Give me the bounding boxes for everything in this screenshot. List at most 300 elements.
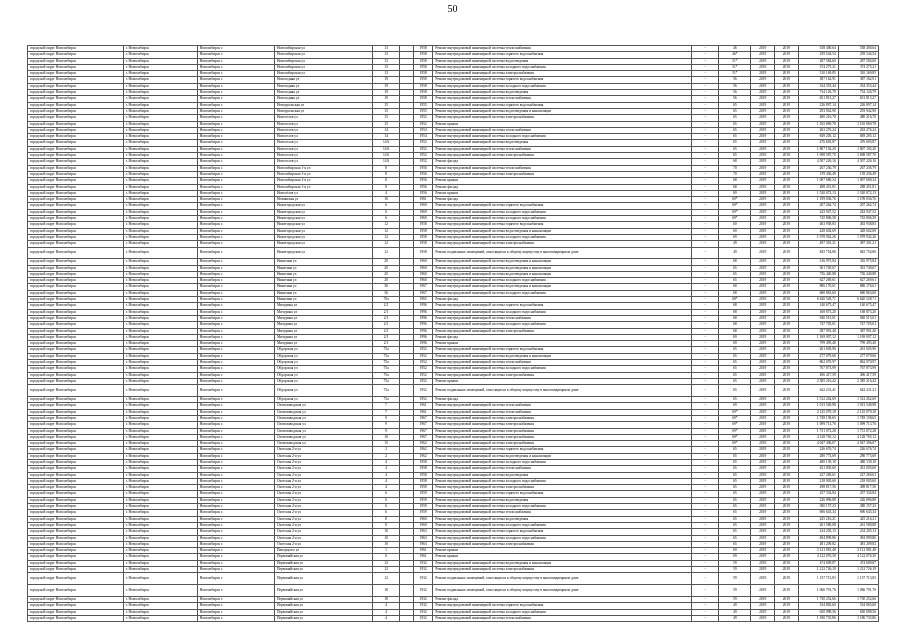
- cell-year_from: 2019: [751, 46, 775, 52]
- cell-dash: -: [691, 303, 719, 309]
- cell-work: Ремонт внутридомовой инженерной системы теплоснабжения: [433, 409, 691, 415]
- cell-region: Новосибирск г.: [197, 159, 274, 165]
- cell-dash: -: [691, 567, 719, 573]
- cell-year: 1960: [413, 265, 433, 271]
- cell-year_to: 2019: [775, 466, 799, 472]
- cell-year: 1969: [413, 203, 433, 209]
- cell-year: 1962: [413, 441, 433, 447]
- cell-house: 15: [372, 121, 400, 127]
- cell-dash: -: [691, 366, 719, 372]
- cell-year: 1960: [413, 278, 433, 284]
- cell-year_to: 2019: [775, 472, 799, 478]
- cell-house: 2/1: [372, 341, 400, 347]
- cell-city: г. Новосибирск: [123, 516, 197, 522]
- cell-city: г. Новосибирск: [123, 460, 197, 466]
- cell-cost: 261 580,08: [798, 522, 838, 528]
- cell-dash: -: [691, 259, 719, 265]
- cell-cost_total: 476 693,87: [838, 140, 878, 146]
- cell-year: 1958: [413, 466, 433, 472]
- cell-ed: 69: [719, 234, 751, 240]
- cell-work: Ремонт внутридомовой инженерной системы водоотведения: [433, 90, 691, 96]
- cell-cost_total: 234 205,13: [838, 529, 878, 535]
- cell-ed: 65: [719, 127, 751, 133]
- cell-house: 70а: [372, 297, 400, 303]
- cell-ed: 68: [719, 322, 751, 328]
- cell-house: 13: [372, 46, 400, 52]
- cell-year: 1958: [413, 247, 433, 259]
- cell-cost: 1 520 072,13: [798, 190, 838, 196]
- cell-cost_total: 218 905,60: [838, 478, 878, 484]
- cell-street: Охотская 2-я ул: [274, 497, 372, 503]
- cell-house: 12: [372, 241, 400, 247]
- cell-cost: 288 451,81: [798, 184, 838, 190]
- cell-municipality: городской округ Новосибирск: [28, 234, 124, 240]
- cell-house: 10: [372, 535, 400, 541]
- cell-work: Ремонт фасада: [433, 184, 691, 190]
- cell-region: Новосибирск г.: [197, 516, 274, 522]
- cell-house: 8: [372, 516, 400, 522]
- cell-street: Новосёлов ул: [274, 190, 372, 196]
- cell-work: Ремонт фасада: [433, 596, 691, 602]
- cell-region: Новосибирск г.: [197, 58, 274, 64]
- cell-house: 2/1: [372, 309, 400, 315]
- cell-municipality: городской округ Новосибирск: [28, 127, 124, 133]
- cell-house: 12: [372, 247, 400, 259]
- cell-year_to: 2019: [775, 378, 799, 384]
- cell-work: Ремонт внутридомовой инженерной системы горячего водоснабжения: [433, 603, 691, 609]
- cell-ed: 65: [719, 510, 751, 516]
- cell-year_to: 2019: [775, 516, 799, 522]
- cell-region: Новосибирск г.: [197, 197, 274, 203]
- cell-work: Ремонт внутридомовой инженерной системы водоотведения: [433, 516, 691, 522]
- cell-year_from: 2019: [751, 315, 775, 321]
- cell-municipality: городской округ Новосибирск: [28, 83, 124, 89]
- cell-cost_total: 886 176,61: [838, 284, 878, 290]
- cell-dash: -: [691, 353, 719, 359]
- cell-region: Новосибирск г.: [197, 83, 274, 89]
- cell-work: Ремонт внутридомовой инженерной системы электроснабжения: [433, 441, 691, 447]
- cell-street: Нижегородская ул: [274, 222, 372, 228]
- cell-cost: 4 128 765,12: [798, 434, 838, 440]
- cell-cost: 734 126,79: [798, 90, 838, 96]
- cell-cost: 849 205,12: [798, 134, 838, 140]
- cell-cost: 845 754,86: [798, 247, 838, 259]
- cell-house: 75а: [372, 353, 400, 359]
- cell-house: 18: [372, 585, 400, 597]
- cell-dash: -: [691, 615, 719, 621]
- cell-ed: 65: [719, 497, 751, 503]
- cell-city: г. Новосибирск: [123, 603, 197, 609]
- cell-street: Никитина ул: [274, 297, 372, 303]
- cell-region: Новосибирск г.: [197, 409, 274, 415]
- cell-cost_total: 267 236,79: [838, 165, 878, 171]
- cell-year_from: 2019: [751, 165, 775, 171]
- cell-cost: 387 162,91: [798, 77, 838, 83]
- cell-year: 1960: [413, 516, 433, 522]
- cell-cost: 451 005,60: [798, 466, 838, 472]
- cell-house: 75а: [372, 347, 400, 353]
- cell-year_from: 2019: [751, 497, 775, 503]
- cell-street: Первомайская ул: [274, 567, 372, 573]
- cell-street: Новосибирская ул: [274, 58, 372, 64]
- cell-street: Никитина ул: [274, 271, 372, 277]
- cell-dash: -: [691, 216, 719, 222]
- cell-cost_total: 1 807 192,20: [838, 146, 878, 152]
- cell-house: 4: [372, 478, 400, 484]
- cell-region: Новосибирск г.: [197, 485, 274, 491]
- cell-cost: 316 975,84: [798, 259, 838, 265]
- cell-year: 1952: [413, 115, 433, 121]
- cell-municipality: городской округ Новосибирск: [28, 184, 124, 190]
- cell-year: 1967: [413, 422, 433, 428]
- cell-work: Ремонт крыши: [433, 548, 691, 554]
- cell-city: г. Новосибирск: [123, 203, 197, 209]
- cell-municipality: городской округ Новосибирск: [28, 265, 124, 271]
- cell-year: 1956: [413, 184, 433, 190]
- cell-year: 1962: [413, 447, 433, 453]
- cell-cost: 226 676,74: [798, 447, 838, 453]
- cell-city: г. Новосибирск: [123, 171, 197, 177]
- cell-municipality: городской округ Новосибирск: [28, 596, 124, 602]
- cell-city: г. Новосибирск: [123, 441, 197, 447]
- cell-region: Новосибирск г.: [197, 309, 274, 315]
- page-number: 50: [447, 4, 458, 15]
- cell-street: Охотская 2-я ул: [274, 460, 372, 466]
- cell-city: г. Новосибирск: [123, 102, 197, 108]
- cell-work: Ремонт внутридомовой инженерной системы горячего водоснабжения: [433, 529, 691, 535]
- cell-cost_total: 1 157 713,83: [838, 573, 878, 585]
- cell-municipality: городской округ Новосибирск: [28, 52, 124, 58]
- cell-cost_total: 4 122 076,30: [838, 554, 878, 560]
- cell-municipality: городской округ Новосибирск: [28, 96, 124, 102]
- cell-region: Новосибирск г.: [197, 397, 274, 403]
- cell-municipality: городской округ Новосибирск: [28, 567, 124, 573]
- cell-year_to: 2019: [775, 271, 799, 277]
- cell-year_to: 2019: [775, 171, 799, 177]
- cell-region: Новосибирск г.: [197, 46, 274, 52]
- cell-year_to: 2019: [775, 441, 799, 447]
- cell-dash: -: [691, 284, 719, 290]
- cell-year: 1952: [413, 121, 433, 127]
- cell-cost: 1 698 587,70: [798, 153, 838, 159]
- cell-year: 1961: [413, 554, 433, 560]
- cell-cost: 234 205,13: [798, 529, 838, 535]
- cell-city: г. Новосибирск: [123, 347, 197, 353]
- cell-ed: 65: [719, 453, 751, 459]
- cell-work: Ремонт внутридомовой инженерной системы электроснабжения: [433, 71, 691, 77]
- cell-house: 2/1: [372, 328, 400, 334]
- cell-ed: 65: [719, 134, 751, 140]
- cell-year_from: 2019: [751, 222, 775, 228]
- cell-house: 15: [372, 441, 400, 447]
- cell-house: 8: [372, 522, 400, 528]
- cell-region: Новосибирск г.: [197, 278, 274, 284]
- cell-city: г. Новосибирск: [123, 478, 197, 484]
- cell-street: Охотская 2-я ул: [274, 541, 372, 547]
- cell-cost_total: 3 121 981,48: [838, 548, 878, 554]
- cell-year_to: 2019: [775, 341, 799, 347]
- cell-cost_total: 4 047 306,07: [838, 441, 878, 447]
- cell-house: 8: [372, 171, 400, 177]
- cell-dash: -: [691, 178, 719, 184]
- cell-dash: -: [691, 491, 719, 497]
- cell-city: г. Новосибирск: [123, 541, 197, 547]
- cell-city: г. Новосибирск: [123, 372, 197, 378]
- cell-cost: 1 066 791,76: [798, 585, 838, 597]
- cell-ed: 65: [719, 472, 751, 478]
- cell-ed: 69*: [719, 428, 751, 434]
- cell-year_to: 2019: [775, 234, 799, 240]
- cell-year_to: 2019: [775, 216, 799, 222]
- cell-region: Новосибирск г.: [197, 234, 274, 240]
- cell-work: Ремонт крыши: [433, 378, 691, 384]
- cell-municipality: городской округ Новосибирск: [28, 178, 124, 184]
- cell-year_to: 2019: [775, 453, 799, 459]
- cell-year_to: 2019: [775, 290, 799, 296]
- cell-street: Новоселов ул: [274, 146, 372, 152]
- cell-street: Новоселов ул: [274, 134, 372, 140]
- cell-year_from: 2019: [751, 197, 775, 203]
- cell-year: 1959: [413, 504, 433, 510]
- cell-city: г. Новосибирск: [123, 615, 197, 621]
- cell-dash: -: [691, 190, 719, 196]
- cell-city: г. Новосибирск: [123, 77, 197, 83]
- cell-year_to: 2019: [775, 460, 799, 466]
- cell-ed: 65: [719, 102, 751, 108]
- cell-cost_total: 380 157,23: [838, 504, 878, 510]
- cell-year_to: 2019: [775, 541, 799, 547]
- cell-ed: 65: [719, 504, 751, 510]
- cell-house: 6: [372, 504, 400, 510]
- cell-year_to: 2019: [775, 360, 799, 366]
- cell-year_to: 2019: [775, 415, 799, 421]
- cell-year: 1967: [413, 428, 433, 434]
- cell-cost_total: 2 125 079,18: [838, 409, 878, 415]
- cell-cost: 3 121 981,48: [798, 548, 838, 554]
- cell-region: Новосибирск г.: [197, 140, 274, 146]
- cell-year: 1996: [413, 322, 433, 328]
- cell-municipality: городской округ Новосибирск: [28, 115, 124, 121]
- cell-year_to: 2019: [775, 567, 799, 573]
- cell-year_from: 2019: [751, 153, 775, 159]
- cell-city: г. Новосибирск: [123, 466, 197, 472]
- cell-ed: 65: [719, 265, 751, 271]
- cell-dash: -: [691, 478, 719, 484]
- cell-dash: -: [691, 415, 719, 421]
- cell-municipality: городской округ Новосибирск: [28, 609, 124, 615]
- cell-house: 2: [372, 453, 400, 459]
- cell-cost: 498 817,56: [798, 485, 838, 491]
- cell-ed: 46*: [719, 52, 751, 58]
- cell-letter: [400, 615, 413, 621]
- cell-house: 18: [372, 596, 400, 602]
- cell-region: Новосибирск г.: [197, 341, 274, 347]
- cell-year: 1969: [413, 209, 433, 215]
- register-sheet: [27, 45, 879, 622]
- cell-cost: 227 269,61: [798, 472, 838, 478]
- cell-region: Новосибирск г.: [197, 115, 274, 121]
- cell-work: Ремонт внутридомовой инженерной системы теплоснабжения: [433, 615, 691, 621]
- cell-region: Новосибирск г.: [197, 328, 274, 334]
- cell-work: Ремонт подвальных помещений, относящихся к общему имуществу в многоквартирном доме: [433, 585, 691, 597]
- cell-year_from: 2019: [751, 403, 775, 409]
- cell-year: 1932: [413, 560, 433, 566]
- cell-municipality: городской округ Новосибирск: [28, 328, 124, 334]
- cell-dash: -: [691, 548, 719, 554]
- cell-dash: -: [691, 497, 719, 503]
- cell-cost: 287 584,60: [798, 58, 838, 64]
- cell-cost_total: 538 400,64: [838, 46, 878, 52]
- cell-dash: -: [691, 115, 719, 121]
- cell-work: Ремонт внутридомовой инженерной системы электроснабжения: [433, 328, 691, 334]
- cell-cost_total: 845 754,86: [838, 247, 878, 259]
- cell-work: Ремонт внутридомовой инженерной системы электроснабжения: [433, 422, 691, 428]
- cell-year_from: 2019: [751, 234, 775, 240]
- cell-house: 10: [372, 541, 400, 547]
- cell-street: Охотская 2-я ул: [274, 478, 372, 484]
- cell-city: г. Новосибирск: [123, 360, 197, 366]
- cell-street: Новосибирская ул: [274, 71, 372, 77]
- cell-ed: 68: [719, 284, 751, 290]
- cell-municipality: городской округ Новосибирск: [28, 134, 124, 140]
- cell-street: Оловозаводская ул: [274, 415, 372, 421]
- cell-year_to: 2019: [775, 134, 799, 140]
- cell-dash: -: [691, 271, 719, 277]
- cell-year: 1969: [413, 216, 433, 222]
- cell-year_from: 2019: [751, 96, 775, 102]
- cell-ed: 65: [719, 378, 751, 384]
- cell-region: Новосибирск г.: [197, 322, 274, 328]
- cell-work: Ремонт внутридомовой инженерной системы горячего водоснабжения: [433, 222, 691, 228]
- cell-work: Ремонт внутридомовой инженерной системы теплоснабжения: [433, 127, 691, 133]
- cell-cost: 380 157,23: [798, 504, 838, 510]
- cell-city: г. Новосибирск: [123, 472, 197, 478]
- cell-work: Ремонт внутридомовой инженерной системы горячего водоснабжения: [433, 491, 691, 497]
- cell-dash: -: [691, 278, 719, 284]
- cell-house: 14А: [372, 153, 400, 159]
- cell-year: 1959: [413, 510, 433, 516]
- cell-street: Мичурина ул: [274, 341, 372, 347]
- cell-year_to: 2019: [775, 102, 799, 108]
- cell-cost: 480 216,70: [798, 115, 838, 121]
- cell-municipality: городской округ Новосибирск: [28, 153, 124, 159]
- cell-year: 1932: [413, 585, 433, 597]
- cell-street: Охотская 2-я ул: [274, 466, 372, 472]
- cell-ed: 68: [719, 178, 751, 184]
- cell-dash: -: [691, 434, 719, 440]
- cell-ed: 59: [719, 573, 751, 585]
- cell-cost_total: 277 079,66: [838, 353, 878, 359]
- cell-year: 1952: [413, 146, 433, 152]
- cell-cost: 494 899,86: [798, 535, 838, 541]
- cell-city: г. Новосибирск: [123, 121, 197, 127]
- cell-cost: 280 773,69: [798, 453, 838, 459]
- cell-city: г. Новосибирск: [123, 108, 197, 114]
- cell-dash: -: [691, 64, 719, 70]
- cell-region: Новосибирск г.: [197, 510, 274, 516]
- cell-ed: 59: [719, 560, 751, 566]
- cell-year: 1958: [413, 241, 433, 247]
- cell-cost_total: 374 275,21: [838, 64, 878, 70]
- cell-year_to: 2019: [775, 247, 799, 259]
- cell-year_from: 2019: [751, 247, 775, 259]
- cell-year_to: 2019: [775, 397, 799, 403]
- cell-municipality: городской округ Новосибирск: [28, 216, 124, 222]
- cell-dash: -: [691, 504, 719, 510]
- cell-house: 14А: [372, 140, 400, 146]
- cell-year_from: 2019: [751, 541, 775, 547]
- cell-year: 1960: [413, 259, 433, 265]
- cell-cost: 680 863,60: [798, 290, 838, 296]
- cell-ed: 69: [719, 334, 751, 340]
- cell-year_from: 2019: [751, 303, 775, 309]
- cell-house: 12: [372, 228, 400, 234]
- cell-region: Новосибирск г.: [197, 265, 274, 271]
- cell-city: г. Новосибирск: [123, 609, 197, 615]
- cell-municipality: городской округ Новосибирск: [28, 548, 124, 554]
- cell-cost: 4 122 076,30: [798, 554, 838, 560]
- cell-region: Новосибирск г.: [197, 90, 274, 96]
- cell-house: 6: [372, 209, 400, 215]
- cell-ed: 49: [719, 609, 751, 615]
- cell-year_from: 2019: [751, 58, 775, 64]
- cell-dash: -: [691, 441, 719, 447]
- cell-house: 4: [372, 190, 400, 196]
- cell-region: Новосибирск г.: [197, 491, 274, 497]
- cell-year_to: 2019: [775, 77, 799, 83]
- cell-cost: 480 139,10: [798, 460, 838, 466]
- cell-dash: -: [691, 134, 719, 140]
- cell-city: г. Новосибирск: [123, 290, 197, 296]
- cell-year_to: 2019: [775, 548, 799, 554]
- cell-year_from: 2019: [751, 309, 775, 315]
- cell-cost: 1 013 549,98: [798, 403, 838, 409]
- cell-year_to: 2019: [775, 297, 799, 303]
- cell-cost: 650 098,56: [798, 609, 838, 615]
- cell-municipality: городской округ Новосибирск: [28, 271, 124, 277]
- cell-municipality: городской округ Новосибирск: [28, 334, 124, 340]
- cell-year_from: 2019: [751, 127, 775, 133]
- cell-year: 1967: [413, 290, 433, 296]
- cell-work: Ремонт внутридомовой инженерной системы холодного водоснабжения: [433, 64, 691, 70]
- cell-municipality: городской округ Новосибирск: [28, 397, 124, 403]
- cell-work: Ремонт внутридомовой инженерной системы электроснабжения: [433, 153, 691, 159]
- cell-municipality: городской округ Новосибирск: [28, 478, 124, 484]
- cell-cost_total: 387 162,91: [838, 77, 878, 83]
- cell-region: Новосибирск г.: [197, 190, 274, 196]
- cell-year_from: 2019: [751, 108, 775, 114]
- cell-ed: 68: [719, 290, 751, 296]
- cell-year_to: 2019: [775, 353, 799, 359]
- cell-year_from: 2019: [751, 596, 775, 602]
- cell-house: 2/1: [372, 334, 400, 340]
- cell-cost_total: 261 605,96: [838, 347, 878, 353]
- cell-dash: -: [691, 347, 719, 353]
- cell-street: Новоуральская ул: [274, 108, 372, 114]
- cell-city: г. Новосибирск: [123, 216, 197, 222]
- cell-street: Мичурина ул: [274, 322, 372, 328]
- cell-dash: -: [691, 315, 719, 321]
- cell-cost: 481 209,82: [798, 541, 838, 547]
- cell-cost: 428 602,69: [798, 228, 838, 234]
- cell-cost_total: 263 276,24: [838, 127, 878, 133]
- cell-dash: -: [691, 159, 719, 165]
- cell-city: г. Новосибирск: [123, 548, 197, 554]
- cell-year_to: 2019: [775, 90, 799, 96]
- cell-region: Новосибирск г.: [197, 134, 274, 140]
- cell-cost_total: 226 897,14: [838, 102, 878, 108]
- register-table-body: [28, 46, 879, 622]
